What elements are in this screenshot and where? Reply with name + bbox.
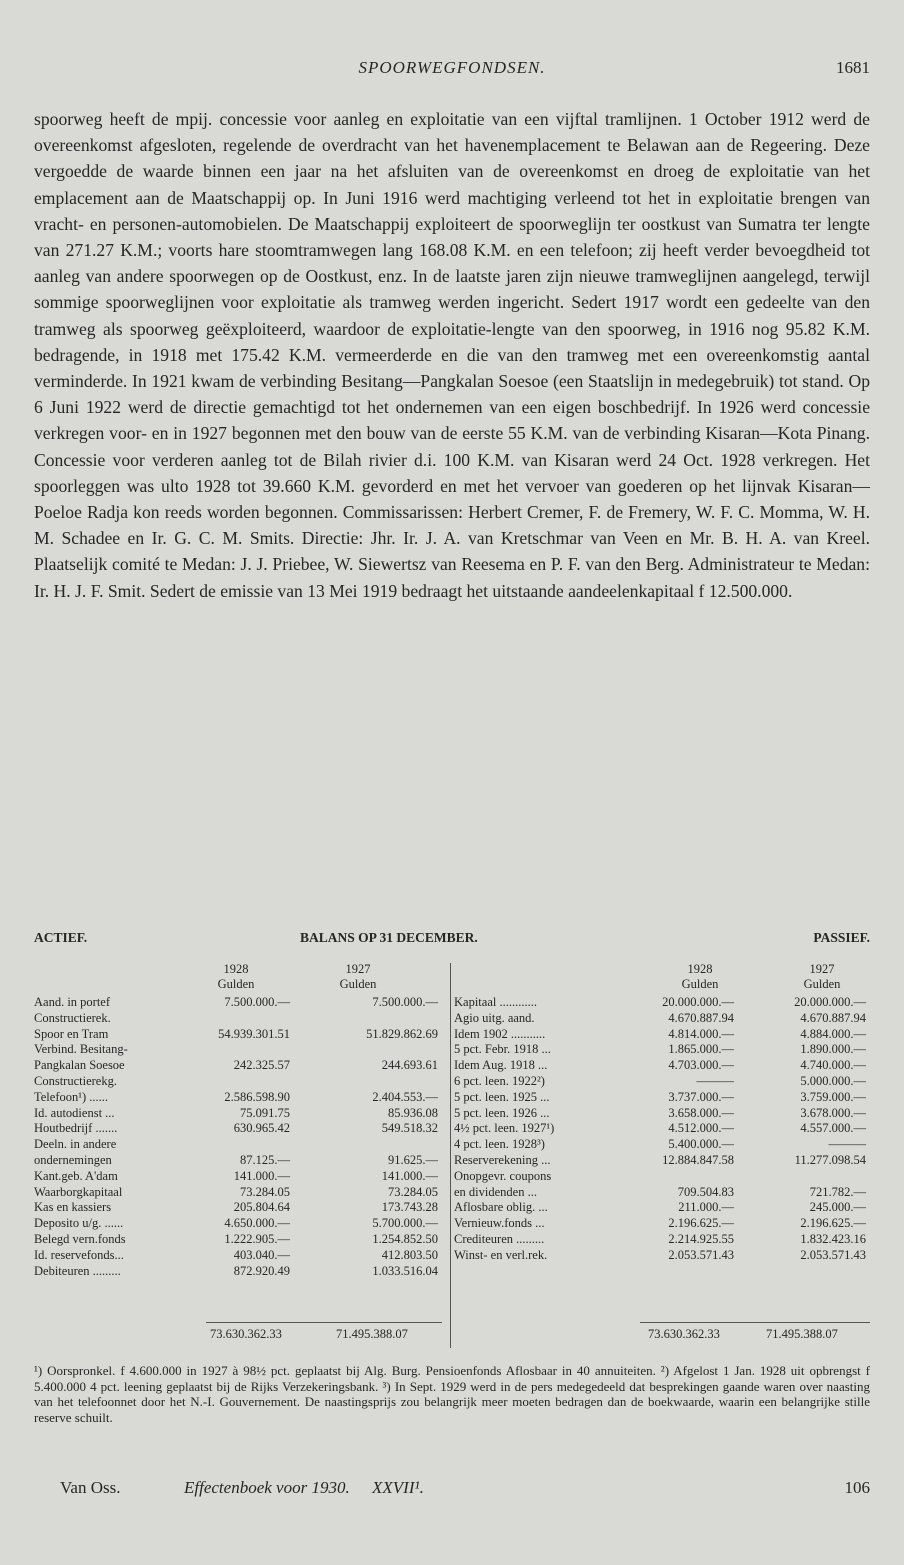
value-1927: 3.759.000.— — [800, 1089, 866, 1104]
page-footer — [34, 1478, 870, 1504]
row-label: Vernieuw.fonds ... — [454, 1216, 545, 1231]
volume-number: XXVII¹. — [372, 1478, 424, 1497]
value-1928: 75.091.75 — [240, 1105, 290, 1120]
row-label: Waarborgkapitaal — [34, 1184, 123, 1199]
value-1927: 2.196.625.— — [800, 1216, 866, 1231]
row-label: Id. autodienst ... — [34, 1105, 115, 1120]
row-label: Winst- en verl.rek. — [454, 1247, 548, 1262]
value-1928: 630.965.42 — [233, 1121, 290, 1136]
row-label: Deeln. in andere — [34, 1137, 117, 1152]
passief-total-rule — [640, 1322, 870, 1323]
section-title: SPOORWEGFONDSEN. — [358, 58, 546, 77]
value-1927: 721.782.— — [809, 1184, 866, 1199]
row-label: Houtbedrijf ....... — [34, 1121, 118, 1136]
row-label: Constructierek. — [34, 1010, 111, 1025]
value-1927: 412.803.50 — [381, 1247, 438, 1262]
value-1928: 3.737.000.— — [668, 1089, 734, 1104]
passief-row — [454, 1027, 870, 1043]
value-1928: 73.284.05 — [240, 1184, 290, 1199]
value-1928: 211.000.— — [678, 1200, 734, 1215]
row-label: Agio uitg. aand. — [454, 1010, 535, 1025]
value-1928: 1.865.000.— — [668, 1042, 734, 1057]
passief-row — [454, 1200, 870, 1216]
year-label: 1928 — [687, 962, 713, 976]
actief-year-1928-heading — [196, 962, 276, 992]
value-1928: 2.214.925.55 — [668, 1231, 734, 1246]
passief-row — [454, 1248, 870, 1264]
row-label: Verbind. Besitang- — [34, 1042, 128, 1057]
running-header — [34, 58, 870, 88]
passief-row — [454, 1058, 870, 1074]
actief-row — [34, 1027, 444, 1043]
passief-row — [454, 1090, 870, 1106]
passief-row — [454, 1074, 870, 1090]
value-1928: 2.053.571.43 — [668, 1247, 734, 1262]
balance-heading — [34, 930, 870, 952]
actief-row — [34, 1137, 444, 1153]
row-label: 5 pct. leen. 1925 ... — [454, 1089, 550, 1104]
value-1928: 242.325.57 — [233, 1058, 290, 1073]
passief-table — [454, 995, 870, 1264]
row-label: Constructierekg. — [34, 1073, 117, 1088]
row-label: Reserverekening ... — [454, 1152, 551, 1167]
year-label: 1927 — [345, 962, 371, 976]
row-label: Debiteuren ......... — [34, 1263, 121, 1278]
value-1928: 3.658.000.— — [668, 1105, 734, 1120]
year-label: 1928 — [223, 962, 249, 976]
actief-row — [34, 1106, 444, 1122]
row-label: Belegd vern.fonds — [34, 1231, 126, 1246]
value-1928: 709.504.83 — [677, 1184, 734, 1199]
body-text — [34, 106, 870, 604]
footer-page-number: 106 — [844, 1478, 870, 1497]
row-label: ondernemingen — [34, 1152, 112, 1167]
value-1927: 2.404.553.— — [372, 1089, 438, 1104]
unit-label: Gulden — [803, 977, 841, 991]
actief-heading: ACTIEF. — [34, 930, 88, 945]
value-1927: 1.890.000.— — [800, 1042, 866, 1057]
value-1928: 12.884.847.58 — [662, 1152, 734, 1167]
row-label: en dividenden ... — [454, 1184, 537, 1199]
value-1927: ——— — [828, 1137, 866, 1152]
actief-total-1927: 71.495.388.07 — [336, 1327, 408, 1341]
row-label: 6 pct. leen. 1922²) — [454, 1073, 545, 1088]
actief-row — [34, 1153, 444, 1169]
actief-year-1927-heading — [318, 962, 398, 992]
actief-row — [34, 1011, 444, 1027]
value-1928: 4.512.000.— — [668, 1121, 734, 1136]
value-1928: 141.000.— — [233, 1168, 290, 1183]
row-label: Kas en kassiers — [34, 1200, 112, 1215]
value-1928: 4.703.000.— — [668, 1058, 734, 1073]
actief-row — [34, 1121, 444, 1137]
row-label: Aand. in portef — [34, 995, 111, 1009]
row-label: Idem Aug. 1918 ... — [454, 1058, 548, 1073]
value-1928: 2.586.598.90 — [224, 1089, 290, 1104]
value-1928: 54.939.301.51 — [218, 1026, 290, 1041]
row-label: Onopgevr. coupons — [454, 1168, 552, 1183]
value-1927: 73.284.05 — [388, 1184, 438, 1199]
page-number: 1681 — [836, 58, 870, 77]
value-1927: 20.000.000.— — [794, 995, 866, 1009]
unit-label: Gulden — [217, 977, 255, 991]
year-label: 1927 — [809, 962, 835, 976]
passief-row — [454, 1011, 870, 1027]
actief-row — [34, 1074, 444, 1090]
passief-row — [454, 1216, 870, 1232]
value-1927: 1.832.423.16 — [800, 1231, 866, 1246]
footnotes — [34, 1363, 870, 1425]
value-1928: 4.814.000.— — [668, 1026, 734, 1041]
passief-row — [454, 1121, 870, 1137]
value-1927: 1.254.852.50 — [372, 1231, 438, 1246]
value-1927: 173.743.28 — [381, 1200, 438, 1215]
row-label: Kant.geb. A'dam — [34, 1168, 118, 1183]
value-1928: 20.000.000.— — [662, 995, 734, 1009]
value-1927: 549.518.32 — [381, 1121, 438, 1136]
value-1928: 2.196.625.— — [668, 1216, 734, 1231]
value-1928: 4.670.887.94 — [668, 1010, 734, 1025]
value-1927: 244.693.61 — [381, 1058, 438, 1073]
actief-total-1928: 73.630.362.33 — [210, 1327, 282, 1341]
balance-title: BALANS OP 31 DECEMBER. — [300, 930, 478, 945]
actief-row — [34, 1232, 444, 1248]
value-1928: 5.400.000.— — [668, 1137, 734, 1152]
row-label: 4½ pct. leen. 1927¹) — [454, 1121, 555, 1136]
value-1927: 141.000.— — [381, 1168, 438, 1183]
row-label: Pangkalan Soesoe — [34, 1058, 125, 1073]
actief-row — [34, 1216, 444, 1232]
passief-row — [454, 1106, 870, 1122]
value-1927: 51.829.862.69 — [366, 1026, 438, 1041]
passief-row — [454, 1169, 870, 1185]
passief-row — [454, 1185, 870, 1201]
actief-row — [34, 1200, 444, 1216]
row-label: Spoor en Tram — [34, 1026, 109, 1041]
value-1928: ——— — [696, 1073, 734, 1088]
value-1927: 1.033.516.04 — [372, 1263, 438, 1278]
actief-row — [34, 1248, 444, 1264]
actief-row — [34, 1264, 444, 1280]
passief-row — [454, 1232, 870, 1248]
value-1927: 4.740.000.— — [800, 1058, 866, 1073]
actief-row — [34, 1042, 444, 1058]
passief-heading: PASSIEF. — [813, 930, 870, 945]
passief-year-1927-heading — [782, 962, 862, 992]
value-1928: 403.040.— — [233, 1247, 290, 1262]
publisher: Van Oss. — [60, 1478, 121, 1497]
row-label: 5 pct. Febr. 1918 ... — [454, 1042, 551, 1057]
value-1927: 85.936.08 — [388, 1105, 438, 1120]
passief-row — [454, 1042, 870, 1058]
row-label: Deposito u/g. ...... — [34, 1216, 124, 1231]
passief-total-1928: 73.630.362.33 — [648, 1327, 720, 1341]
column-divider — [450, 963, 451, 1348]
passief-total-1927: 71.495.388.07 — [766, 1327, 838, 1341]
value-1928: 4.650.000.— — [224, 1216, 290, 1231]
value-1927: 4.670.887.94 — [800, 1010, 866, 1025]
row-label: Aflosbare oblig. ... — [454, 1200, 548, 1215]
value-1928: 7.500.000.— — [224, 995, 290, 1009]
value-1928: 87.125.— — [240, 1152, 290, 1167]
row-label: Kapitaal ............ — [454, 995, 537, 1009]
value-1927: 4.884.000.— — [800, 1026, 866, 1041]
passief-row — [454, 1153, 870, 1169]
book-title: Effectenboek voor 1930. — [184, 1478, 350, 1497]
passief-row — [454, 1137, 870, 1153]
value-1927: 245.000.— — [809, 1200, 866, 1215]
footnote-text: ¹) Oorspronkel. f 4.600.000 in 1927 à 98½ pct. geplaatst bij Alg. Burg. Pensioenfonds Aflosbaar in 40 annuiteiten. ²) Afgelost 1 Jan. 1928 uit opbrengst f 5.400.000 4 pct. leening geplaatst bij de Rijks Verzekeringsbank. ³) In Sept. 1929 werd in de pers medegedeeld dat besprekingen gaande waren over naasting van het telefoonnet door het N.-I. Gouvernement. De naastingsprijs zou belangrijk meer moeten bedragen dan de boekwaarde, waarin een belangrijke stille reserve schuilt. — [34, 1363, 870, 1425]
passief-year-1928-heading — [660, 962, 740, 992]
actief-row — [34, 1058, 444, 1074]
row-label: 4 pct. leen. 1928³) — [454, 1137, 545, 1152]
actief-table — [34, 995, 444, 1279]
row-label: Crediteuren ......... — [454, 1231, 545, 1246]
actief-row — [34, 1169, 444, 1185]
row-label: Telefoon¹) ...... — [34, 1089, 109, 1104]
row-label: Idem 1902 ........... — [454, 1026, 546, 1041]
value-1928: 205.804.64 — [233, 1200, 290, 1215]
value-1927: 91.625.— — [388, 1152, 438, 1167]
unit-label: Gulden — [681, 977, 719, 991]
value-1927: 2.053.571.43 — [800, 1247, 866, 1262]
actief-row — [34, 1090, 444, 1106]
value-1927: 11.277.098.54 — [794, 1152, 866, 1167]
actief-total-rule — [206, 1322, 442, 1323]
value-1927: 5.000.000.— — [800, 1073, 866, 1088]
body-paragraph: spoorweg heeft de mpij. concessie voor aanleg en exploitatie van een vijftal tramlijnen. 1 October 1912 werd de overeenkomst afgesloten, regelende de overdracht van het havenemplacement te Belawan aan de Regeering. Deze vergoedde de waarde binnen een jaar na het afsluiten van de overeenkomst en droeg de exploitatie van het emplacement aan de Maatschappij op. In Juni 1916 werd machtiging verleend tot het in exploitatie brengen van vracht- en personen-automobielen. De Maatschappij exploiteert de spoorweglijn ter oostkust van Sumatra ter lengte van 271.27 K.M.; voorts hare stoomtramwegen lang 168.08 K.M. en een telefoon; zij heeft verder bevoegdheid tot aanleg van andere spoorwegen op de Oostkust, enz. In de laatste jaren zijn nieuwe tramweglijnen aangelegd, terwijl sommige spoorweglijnen voor exploitatie als tramweg werden ingericht. Sedert 1917 wordt een gedeelte van den tramweg als spoorweg geëxploiteerd, waardoor de exploitatie-lengte van den spoorweg, in 1916 nog 95.82 K.M. bedragende, in 1918 met 175.42 K.M. vermeerderde en die van den tramweg met een overeenkomstig aantal verminderde. In 1921 kwam de verbinding Besitang—Pangkalan Soesoe (een Staatslijn in medegebruik) tot stand. Op 6 Juni 1922 werd de directie gemachtigd tot het ondernemen van een eigen boschbedrijf. In 1926 werd concessie verkregen voor- en in 1927 begonnen met den bouw van de eerste 55 K.M. van de verbinding Kisaran—Kota Pinang. Concessie voor verderen aanleg tot de Bilah rivier d.i. 100 K.M. van Kisaran werd 24 Oct. 1928 verkregen. Het spoorleggen was ulto 1928 tot 39.660 K.M. gevorderd en met het vervoer van goederen op het lijnvak Kisaran—Poeloe Radja kon reeds worden begonnen. Commissarissen: Herbert Cremer, F. de Fremery, W. F. C. Momma, W. H. M. Schadee en Ir. G. C. M. Smits. Directie: Jhr. Ir. J. A. van Kretschmar van Veen en Mr. B. H. A. van Kreel. Plaatselijk comité te Medan: J. J. Priebee, W. Siewertsz van Reesema en P. F. van den Berg. Administrateur te Medan: Ir. H. J. F. Smit. Sedert de emissie van 13 Mei 1919 bedraagt het uitstaande aandeelenkapitaal f 12.500.000. — [34, 109, 870, 601]
value-1928: 1.222.905.— — [224, 1231, 290, 1246]
value-1927: 4.557.000.— — [800, 1121, 866, 1136]
value-1927: 3.678.000.— — [800, 1105, 866, 1120]
value-1927: 7.500.000.— — [372, 995, 438, 1009]
value-1928: 872.920.49 — [233, 1263, 290, 1278]
actief-row — [34, 1185, 444, 1201]
row-label: 5 pct. leen. 1926 ... — [454, 1105, 550, 1120]
unit-label: Gulden — [339, 977, 377, 991]
actief-row — [34, 995, 444, 1011]
passief-row — [454, 995, 870, 1011]
value-1927: 5.700.000.— — [372, 1216, 438, 1231]
row-label: Id. reservefonds... — [34, 1247, 124, 1262]
